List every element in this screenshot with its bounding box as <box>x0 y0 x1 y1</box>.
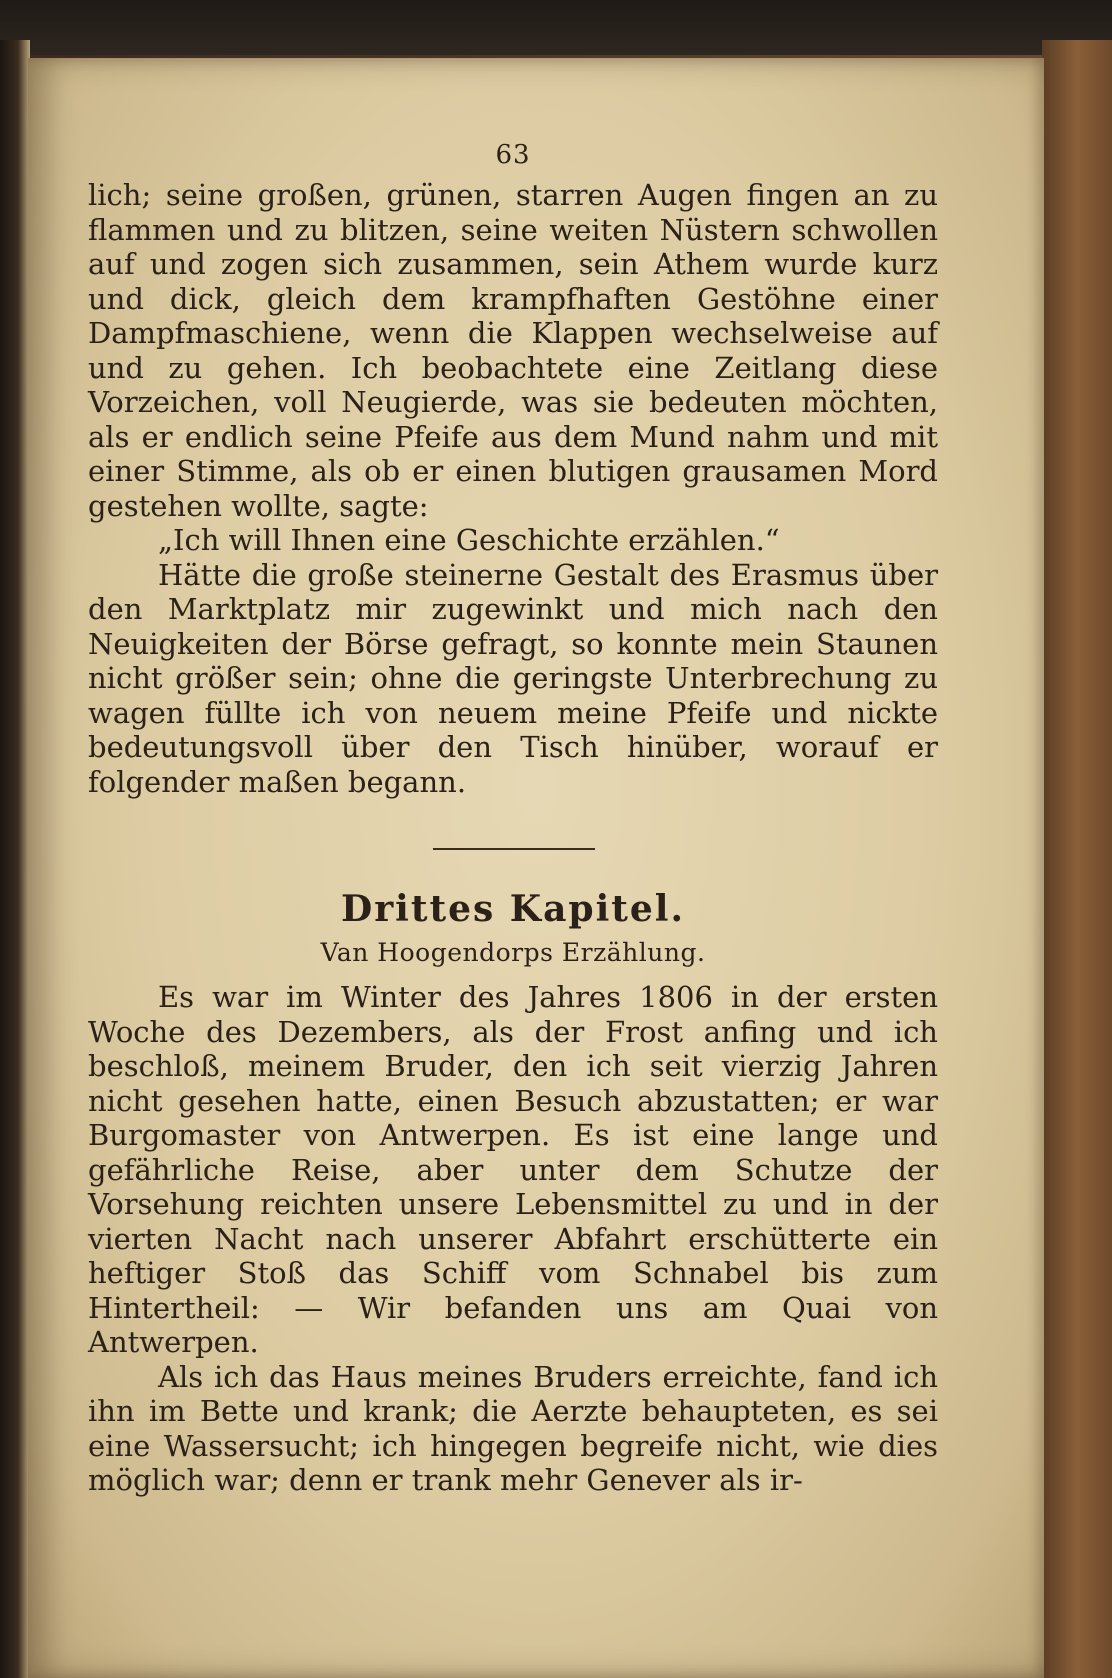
text-after-chapter <box>88 980 938 1498</box>
paragraph-quote: „Ich will Ihnen eine Geschichte erzählen.“ <box>158 523 780 557</box>
paragraph: Als ich das Haus meines Bruders erreichte, fand ich ihn im Bette und krank; die Aerzte behaupteten, es sei eine Wassersucht; ich hingegen begreife nicht, wie dies möglich war; denn er trank mehr Genever als ir- <box>88 1359 938 1497</box>
book-page <box>28 58 1044 1678</box>
book-cover-edge <box>1042 40 1112 1678</box>
paragraph: Hätte die große steinerne Gestalt des Erasmus über den Marktplatz mir zugewinkt und mich nach den Neuigkeiten der Börse gefragt, so konnte mein Staunen nicht größer sein; ohne die geringste Unterbrechung zu wagen füllte ich von neuem meine Pfeife und nickte bedeutungsvoll über den Tisch hinüber, worauf er folgender maßen begann. <box>88 557 938 799</box>
chapter-subtitle: Van Hoogendorps Erzählung. <box>320 938 706 967</box>
page-number: 63 <box>495 140 531 170</box>
section-divider <box>433 848 595 850</box>
binding-gutter <box>0 40 30 1678</box>
paragraph: Es war im Winter des Jahres 1806 in der ersten Woche des Dezembers, als der Frost anfing und ich beschloß, meinem Bruder, den ich seit vierzig Jahren nicht gesehen hatte, einen Besuch abzustatten; er war Burgomaster von Antwerpen. Es ist eine lange und gefährliche Reise, aber unter dem Schutze der Vorsehung reichten unsere Lebensmittel zu und in der vierten Nacht nach unserer Abfahrt erschütterte ein heftiger Stoß das Schiff vom Schnabel bis zum Hintertheil: — Wir befanden uns am Quai von Antwerpen. <box>88 980 938 1359</box>
paragraph: lich; seine großen, grünen, starren Augen fingen an zu flammen und zu blitzen, seine weiten Nüstern schwollen auf und zogen sich zusammen, sein Athem wurde kurz und dick, gleich dem krampfhaften Gestöhne einer Dampfmaschiene, wenn die Klappen wechselweise auf und zu gehen. Ich beobachtete eine Zeitlang diese Vorzeichen, voll Neugierde, was sie bedeuten möchten, als er endlich seine Pfeife aus dem Mund nahm und mit einer Stimme, als ob er einen blutigen grausamen Mord gestehen wollte, sagte: <box>88 178 938 523</box>
page-content <box>88 58 938 1678</box>
text-before-chapter <box>88 178 938 799</box>
chapter-title: Drittes Kapitel. <box>340 888 686 930</box>
book-cover-top <box>0 0 1112 55</box>
